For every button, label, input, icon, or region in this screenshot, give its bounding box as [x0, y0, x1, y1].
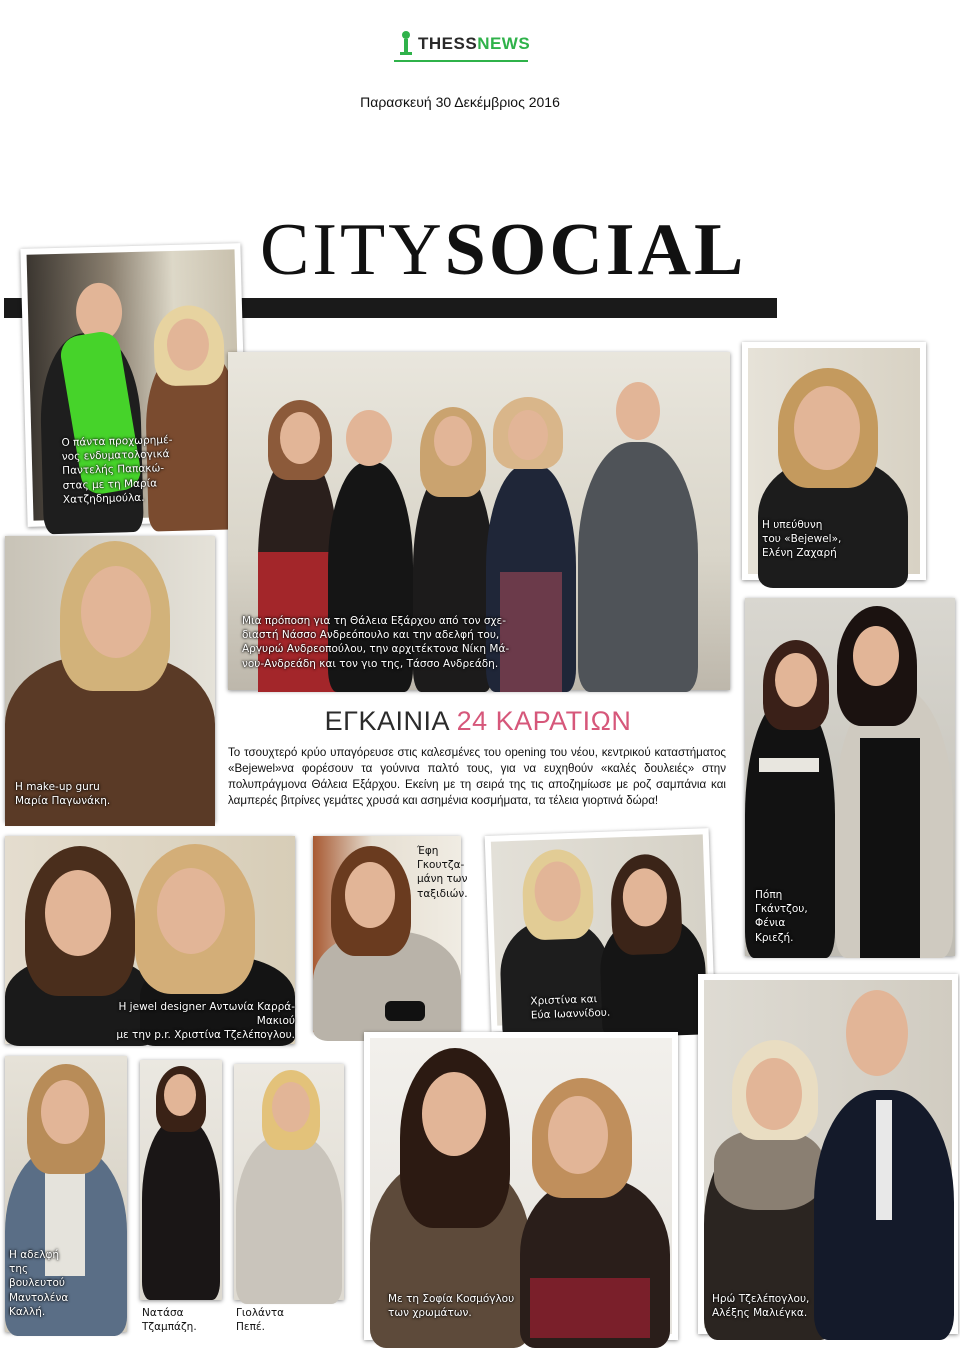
- issue-date: Παρασκευή 30 Δεκέμβριος 2016: [360, 94, 560, 110]
- logo-wordmark: THESSNEWS: [418, 34, 531, 53]
- photo-zachari: [742, 342, 926, 580]
- caption-maliagka: Ηρώ Τζελέπογλου, Αλέξης Μαλιέγκα.: [712, 1293, 810, 1320]
- logo-mark-icon: [398, 30, 414, 56]
- photo-papakostas: [20, 243, 247, 527]
- logo-underline: [394, 60, 528, 62]
- caption-group-toast: Μια πρόποση για τη Θάλεια Εξάρχου από τον σχε- διαστή Νάσσο Ανδρεόπουλο και την αδελφή του, Αργυρώ Ανδρεοπούλου, την αρχιτέκτονα Νίκη Μά- νου-Ανδρεάδη και τον γιο της, Τάσσο Ανδρεάδη.: [242, 615, 510, 670]
- photo-tzampazi: [140, 1060, 222, 1300]
- article-title: ΕΓΚΑΙΝΙΑ 24 ΚΑΡΑΤΙΩΝ: [324, 706, 632, 736]
- photo-karra: [5, 836, 295, 1044]
- caption-tzampazi: Νατάσα Τζαμπάζη.: [142, 1307, 197, 1334]
- photo-pagonaki: [5, 536, 215, 822]
- section-masthead: CITYSOCIAL: [260, 209, 747, 291]
- photo-pepe: [234, 1064, 344, 1300]
- caption-karra: Η jewel designer Αντωνία Καρρά-Μακιού με την p.r. Χριστίνα Τζελέπογλου.: [116, 1001, 295, 1042]
- caption-papakostas: Ο πάντα προχωρημέ- νος ενδυματολογικά Παντελής Παπακώ- στας με τη Μαρία Χατζηδημούλα.: [61, 434, 173, 506]
- caption-kosmoglou: Με τη Σοφία Κοσμόγλου των χρωμάτων.: [388, 1293, 515, 1320]
- caption-mantolena: Η αδελφή της βουλευτού Μαντολένα Καλλή.: [9, 1249, 69, 1318]
- caption-zachari: Η υπεύθυνη του «Bejewel», Ελένη Ζαχαρή: [762, 519, 842, 560]
- caption-pepe: Γιολάντα Πεπέ.: [236, 1307, 285, 1334]
- thessnews-logo[interactable]: [390, 28, 532, 62]
- photo-maliagka: [698, 974, 958, 1334]
- photo-ioannidou: [485, 828, 716, 1032]
- caption-gkantzou: Πόπη Γκάντζου, Φένια Κριεζή.: [755, 889, 808, 944]
- photo-mantolena: [5, 1056, 127, 1332]
- photo-kosmoglou: [364, 1032, 678, 1340]
- article-body: Το τσουχτερό κρύο υπαγόρευσε στις καλεσμένες του opening του νέου, κεντρικού καταστήματος «Bejewel»να φορέσουν τα γούνινα παλτό τους, για να ευχηθούν «καλές δουλειές» στην πολυπράγμονα Θάλεια Εξάρχου. Εκείνη με τη σειρά της τις αποζημίωσε με ροζ σαμπάνια και λαμπερές βιτρίνες γεμάτες χρυσά και ασημένια κοσμήματα, τα τέλεια γιορτινά δώρα!: [228, 746, 726, 807]
- caption-pagonaki: Η make-up guru Μαρία Παγωνάκη.: [15, 781, 111, 808]
- photo-group-toast: [228, 352, 730, 690]
- caption-gkoutzamani: Έφη Γκουτζα- μάνη των ταξιδιών.: [417, 845, 468, 900]
- photo-gkoutzamani: [313, 836, 468, 1032]
- caption-ioannidou: Χριστίνα και Εύα Ιωαννίδου.: [530, 993, 611, 1022]
- photo-gkantzou: [745, 598, 955, 956]
